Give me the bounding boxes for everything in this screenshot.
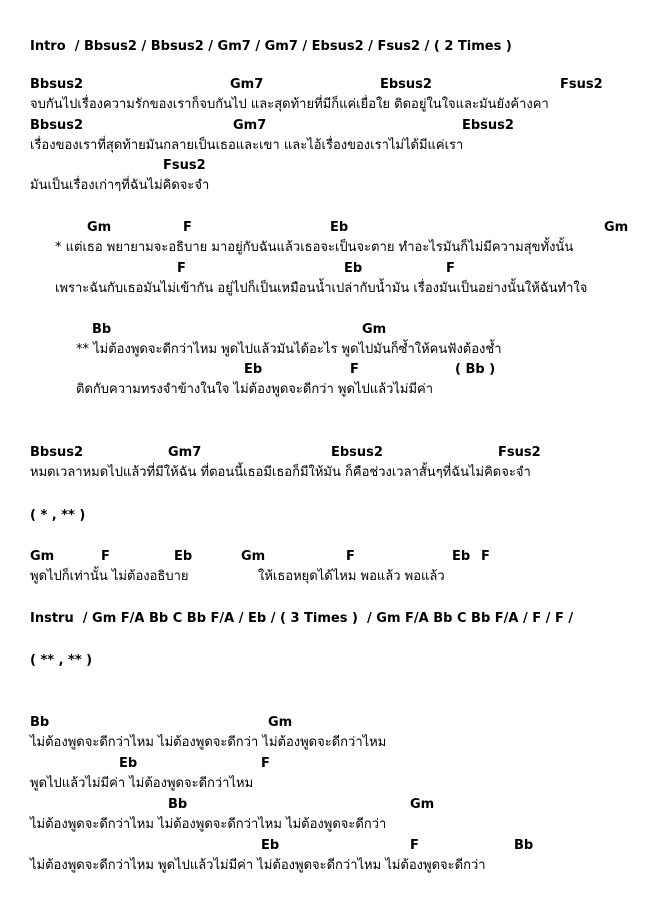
chord: F (261, 756, 270, 771)
chord: Gm (268, 715, 293, 730)
lyric-line: * แต่เธอ พยายามจะอธิบาย มาอยู่กับฉันแล้วเธอจะเป็นจะตาย ทำอะไรมันก็ไม่มีความสุขทั้งนั้น (55, 240, 574, 255)
chord: Bb (30, 715, 50, 730)
chord: Fsus2 (560, 77, 603, 92)
chord: F (350, 362, 359, 377)
chord: Bb (514, 838, 534, 853)
lyric-line: ** ไม่ต้องพูดจะดีกว่าไหม พูดไปแล้วมันได้อะไร พูดไปมันก็ซ้ำให้คนฟังต้องช้ำ (76, 342, 502, 357)
lyric-line: หมดเวลาหมดไปแล้วที่มีให้ฉัน ที่ตอนนี้เธอมีเธอก็มีให้มัน ก็คือช่วงเวลาสั้นๆที่ฉันไม่คิดจะจำ (30, 465, 531, 480)
chord: Bbsus2 (30, 445, 83, 460)
chord: Bb (92, 322, 112, 337)
chord: Ebsus2 (380, 77, 432, 92)
chord: Gm (241, 549, 266, 564)
chord: Eb (344, 261, 363, 276)
chord: Fsus2 (498, 445, 541, 460)
chord: Gm (362, 322, 387, 337)
lyric-line: จบกันไปเรื่องความรักของเราก็จบกันไป และสุดท้ายที่มีก็แค่เยื่อใย ติดอยู่ในใจและมันยังค้างคา (30, 97, 549, 112)
lyric-line: ไม่ต้องพูดจะดีกว่าไหม ไม่ต้องพูดจะดีกว่าไหม ไม่ต้องพูดจะดีกว่า (30, 817, 387, 832)
chord: Bbsus2 (30, 118, 83, 133)
chord: F (177, 261, 186, 276)
chord: F (446, 261, 455, 276)
chord: Eb (174, 549, 193, 564)
chord: F (410, 838, 419, 853)
lyric-line: ติดกับความทรงจำข้างในใจ ไม่ต้องพูดจะดีกว่า พูดไปแล้วไม่มีค่า (76, 382, 434, 397)
chord: Gm7 (168, 445, 202, 460)
chord: Eb (452, 549, 471, 564)
lyric-line: พูดไปแล้วไม่มีค่า ไม่ต้องพูดจะดีกว่าไหม (30, 776, 254, 791)
instru-line: Instru / Gm F/A Bb C Bb F/A / Eb / ( 3 Times ) / Gm F/A Bb C Bb F/A / F / F / (30, 611, 574, 626)
lyric-line: พูดไปก็เท่านั้น ไม่ต้องอธิบาย (30, 569, 189, 584)
chord: Gm (604, 220, 629, 235)
chord: Gm (87, 220, 112, 235)
repeat-marker: ( ** , ** ) (30, 653, 93, 668)
lyric-line: ไม่ต้องพูดจะดีกว่าไหม ไม่ต้องพูดจะดีกว่า ไม่ต้องพูดจะดีกว่าไหม (30, 735, 387, 750)
chord: Gm7 (233, 118, 267, 133)
chord: F (481, 549, 490, 564)
chord: F (346, 549, 355, 564)
chord: Eb (330, 220, 349, 235)
lyric-line: มันเป็นเรื่องเก่าๆที่ฉันไม่คิดจะจำ (30, 178, 210, 193)
chord: Gm (30, 549, 55, 564)
chord: Gm7 (230, 77, 264, 92)
lyric-line: ไม่ต้องพูดจะดีกว่าไหม พูดไปแล้วไม่มีค่า ไม่ต้องพูดจะดีกว่าไหม ไม่ต้องพูดจะดีกว่า (30, 858, 486, 873)
chord: ( Bb ) (455, 362, 496, 377)
chord: Ebsus2 (331, 445, 383, 460)
chord: Gm (410, 797, 435, 812)
chord: F (101, 549, 110, 564)
repeat-marker: ( * , ** ) (30, 508, 86, 523)
chord: Fsus2 (163, 158, 206, 173)
lyric-line: เรื่องของเราที่สุดท้ายมันกลายเป็นเธอและเขา และไอ้เรื่องของเราไม่ได้มีแค่เรา (30, 138, 464, 153)
chord: Bb (168, 797, 188, 812)
lyric-line: เพราะฉันกับเธอมันไม่เข้ากัน อยู่ไปก็เป็นเหมือนน้ำเปล่ากับน้ำมัน เรื่องมันเป็นอย่างนั้นให้ฉันทำใจ (55, 281, 588, 296)
chord: Eb (261, 838, 280, 853)
chord: Eb (119, 756, 138, 771)
chord: Eb (244, 362, 263, 377)
chord: Bbsus2 (30, 77, 83, 92)
chord: Ebsus2 (462, 118, 514, 133)
intro-line: Intro / Bbsus2 / Bbsus2 / Gm7 / Gm7 / Ebsus2 / Fsus2 / ( 2 Times ) (30, 39, 512, 54)
lyric-line: ให้เธอหยุดได้ไหม พอแล้ว พอแล้ว (258, 569, 445, 584)
chord: F (183, 220, 192, 235)
